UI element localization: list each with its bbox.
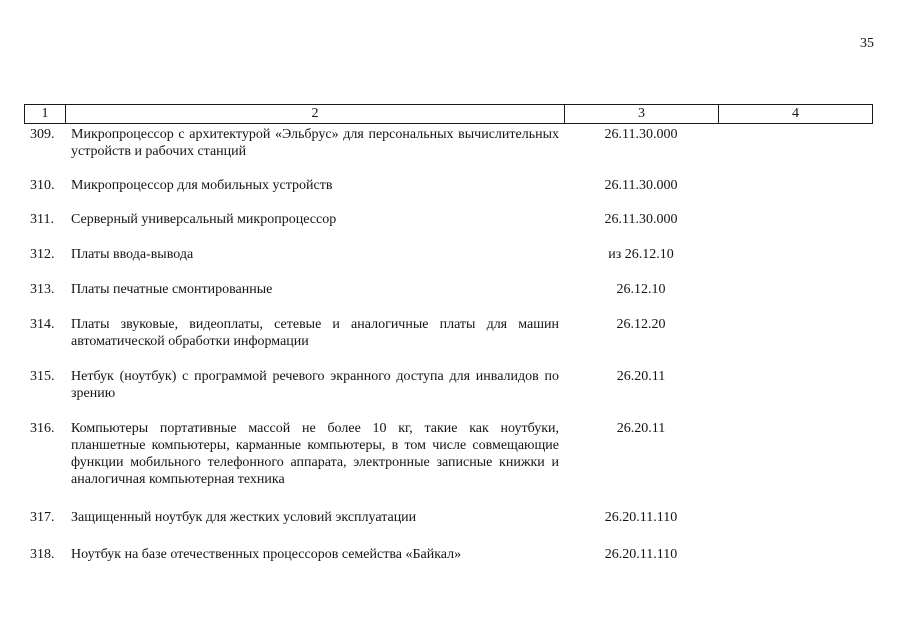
row-code: 26.20.11.110: [604, 510, 678, 525]
row-name: Ноутбук на базе отечественных процессоров семейства «Байкал»: [71, 547, 462, 562]
row-name: Платы звуковые, видеоплаты, сетевые и аналогичные платы для машин автоматической обработки информации: [71, 317, 559, 349]
row-code: 26.20.11: [616, 369, 666, 384]
table-header: [24, 104, 873, 124]
row-number: 314.: [30, 317, 55, 332]
page-number: 35: [860, 36, 874, 51]
row-code: 26.12.20: [616, 317, 666, 332]
row-number: 312.: [30, 247, 55, 262]
row-number: 316.: [30, 421, 55, 436]
row-name: Платы ввода-вывода: [71, 247, 194, 262]
row-name: Микропроцессор с архитектурой «Эльбрус» для персональных вычислительных устройств и рабочих станций: [71, 127, 559, 159]
row-number: 311.: [30, 212, 54, 227]
row-code: 26.11.30.000: [604, 212, 678, 227]
row-code: 26.12.10: [616, 282, 666, 297]
row-code: 26.11.30.000: [604, 127, 678, 142]
row-name: Нетбук (ноутбук) с программой речевого экранного доступа для инвалидов по зрению: [71, 369, 559, 401]
row-number: 310.: [30, 178, 55, 193]
row-code: 26.20.11: [616, 421, 666, 436]
row-name: Серверный универсальный микропроцессор: [71, 212, 337, 227]
header-col-2: 2: [66, 105, 565, 123]
row-number: 309.: [30, 127, 55, 142]
row-number: 315.: [30, 369, 55, 384]
header-col-4: 4: [792, 106, 799, 121]
row-code: 26.20.11.110: [604, 547, 678, 562]
row-name: Платы печатные смонтированные: [71, 282, 273, 297]
row-name: Микропроцессор для мобильных устройств: [71, 178, 333, 193]
row-number: 317.: [30, 510, 55, 525]
row-name: Защищенный ноутбук для жестких условий эксплуатации: [71, 510, 417, 525]
header-col-1: 1: [25, 105, 66, 123]
row-number: 318.: [30, 547, 55, 562]
row-name: Компьютеры портативные массой не более 10 кг, такие как ноутбуки, планшетные компьютеры, карманные компьютеры, в том числе совмещающие функции мобильного телефонного аппарата, электронные записные книжки и аналогичная компьютерная техника: [71, 421, 559, 487]
header-col-3: 3: [565, 105, 719, 123]
row-number: 313.: [30, 282, 55, 297]
row-code: 26.11.30.000: [604, 178, 678, 193]
row-code: из 26.12.10: [608, 247, 674, 262]
